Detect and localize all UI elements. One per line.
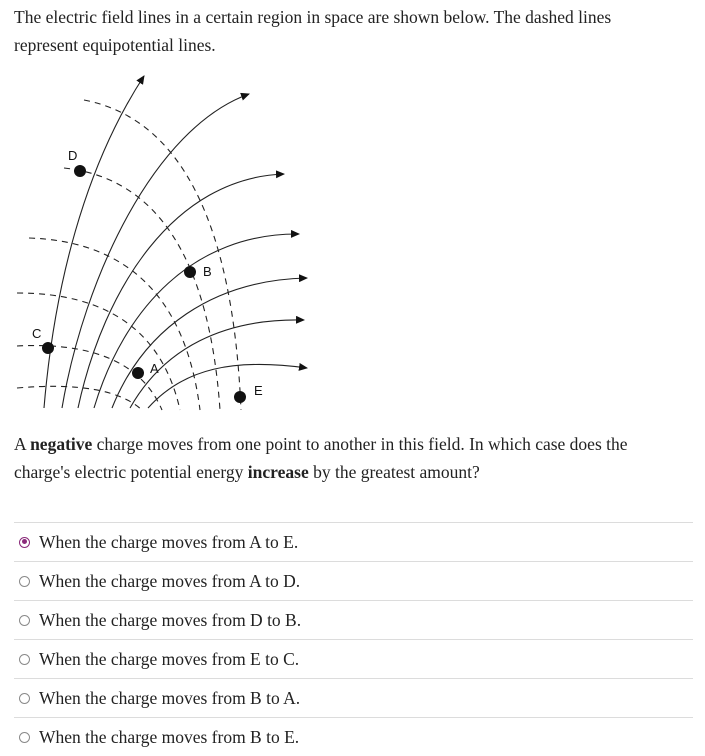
field-line-1 <box>44 76 144 408</box>
field-line-5 <box>112 278 307 408</box>
intro-text <box>14 3 684 59</box>
radio-button[interactable] <box>19 615 30 626</box>
intro-line-1: The electric field lines in a certain region in space are shown below. The dashed lines <box>14 7 612 27</box>
point-A <box>132 367 144 379</box>
option-e-to-c[interactable] <box>14 639 693 678</box>
field-lines-svg <box>14 68 314 420</box>
answer-options <box>14 522 693 756</box>
question-line-2: charge's electric potential energy increase by the greatest amount? <box>14 462 480 482</box>
option-label: When the charge moves from A to E. <box>39 531 299 552</box>
option-b-to-e[interactable] <box>14 717 693 756</box>
option-label: When the charge moves from A to D. <box>39 570 301 591</box>
point-B <box>184 266 196 278</box>
equipotential-line-6 <box>17 386 142 410</box>
label-C: C <box>32 326 42 341</box>
intro-line-2: represent equipotential lines. <box>14 35 216 55</box>
option-d-to-b[interactable] <box>14 600 693 639</box>
option-b-to-a[interactable] <box>14 678 693 717</box>
option-a-to-e[interactable] <box>14 522 693 561</box>
question-line-1: A negative charge moves from one point to another in this field. In which case does the <box>14 434 628 454</box>
label-A: A <box>150 361 159 376</box>
radio-button[interactable] <box>19 654 30 665</box>
point-E <box>234 391 246 403</box>
field-diagram <box>14 68 314 420</box>
option-label: When the charge moves from D to B. <box>39 609 302 630</box>
option-a-to-d[interactable] <box>14 561 693 600</box>
radio-button[interactable] <box>19 732 30 743</box>
radio-button[interactable] <box>19 693 30 704</box>
option-label: When the charge moves from E to C. <box>39 648 300 669</box>
label-B: B <box>203 264 212 279</box>
label-D: D <box>68 148 78 163</box>
label-E: E <box>254 383 263 398</box>
radio-button-selected[interactable] <box>19 537 30 548</box>
field-line-7 <box>148 364 307 408</box>
field-line-3 <box>78 174 284 408</box>
option-label: When the charge moves from B to E. <box>39 726 300 747</box>
radio-button[interactable] <box>19 576 30 587</box>
option-label: When the charge moves from B to A. <box>39 687 301 708</box>
point-C <box>42 342 54 354</box>
question-text <box>14 430 694 486</box>
point-D <box>74 165 86 177</box>
